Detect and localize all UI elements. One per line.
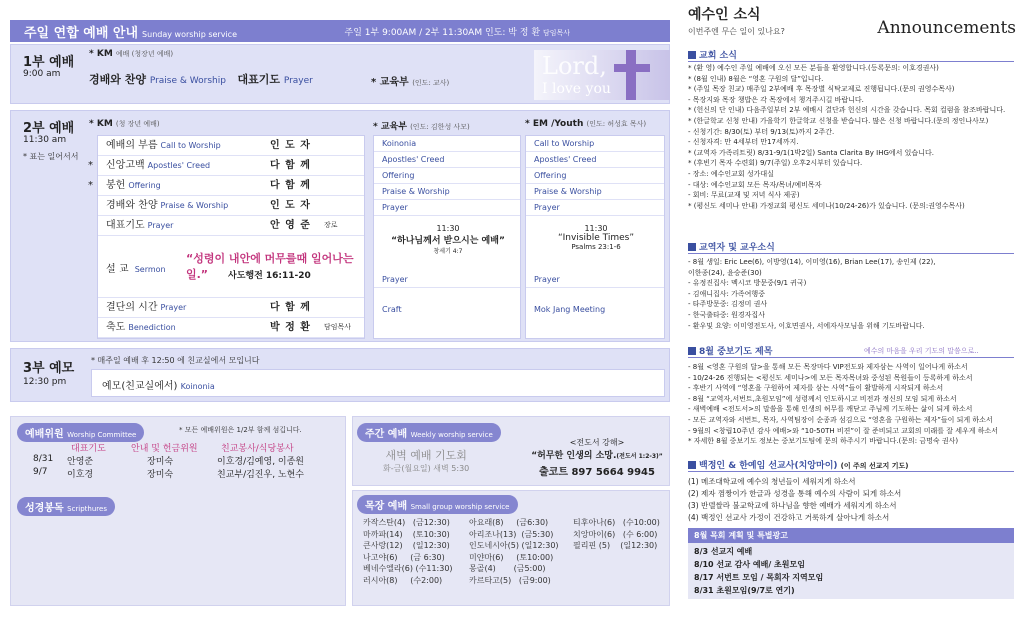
km-row-label-en: Apostles' Creed [147, 161, 211, 170]
weekly-title: 주간 예배 [365, 429, 408, 440]
service-1-time: 9:00 am [23, 69, 61, 79]
edu-order-row: Koinonia [374, 136, 520, 152]
km-row-person: 다 함 께 [270, 180, 311, 191]
announcement-line: * (주일 목장 친교) 매주일 2부예배 후 목장별 식탁교제로 진행됩니다.(문의 권영수목사) [688, 85, 955, 94]
announcement-line: - 새벽예배 <전도서>의 말씀을 통해 인생의 허무를 깨닫고 주님께 기도하는 삶이 되게 하소서 [688, 405, 973, 414]
s3-row-en: Koinonia [180, 382, 215, 391]
sermon-title: “성령이 내안에 머무를때 일어나는 일.” [186, 252, 354, 281]
announcement-line: * (교역자 가족리트릿) 8/31-9/1(1박2일) Santa Clarita By IHG에서 있습니다. [688, 148, 934, 157]
km-row-person-role: 담임목사 [324, 323, 352, 331]
km-row-label-en: Offering [128, 181, 161, 190]
service-2-title: 2부 예배 [23, 121, 75, 136]
members-news-head: 교역자 및 교우소식 [688, 240, 1014, 254]
km-order-row [88, 156, 364, 176]
announcement-line: (4) 백정인 선교사 가정이 건강하고 거룩하게 살아나게 하소서 [688, 513, 890, 522]
s1-praise: 경배와 찬양 [89, 73, 146, 86]
schedule-box [688, 528, 1014, 599]
gang-out: 출코트 897 5664 9945 [539, 467, 655, 478]
announcement-line: - 신청자격: 만 4세부터 만17세까지. [688, 138, 799, 147]
mokjang-box [352, 490, 670, 606]
worship-header [10, 20, 670, 42]
em-prayer: Prayer [526, 272, 664, 288]
km-order-row [98, 216, 364, 236]
mokjang-title-en: Small group worship service [410, 503, 510, 511]
church-news-head: 교회 소식 [688, 48, 1014, 62]
standing-mark: * [88, 160, 93, 171]
km-row-person: 안 영 준 [270, 220, 311, 231]
announcement-line: - 8월 <영혼 구원의 달>을 통해 모든 목장마다 VIP전도와 제자삼는 사역이 일어나게 하소서 [688, 363, 968, 371]
mokjang-col-1: 카작스탄(4) (금12:30) 마까파(14) (토10:30) 큰사랑(12) (일12:30) 나고야(6) (금 6:30) 베네수엘라(6) (수11:30) 러시아(8) (수2:00) [363, 518, 453, 585]
church-news-list [688, 63, 1014, 211]
s3-row: 예모(친교실에서) [102, 381, 178, 392]
edu-order [373, 135, 521, 339]
km-row-label: 결단의 시간 [106, 302, 158, 313]
km-row-label: 신앙고백 [106, 160, 145, 171]
announcement-line: - 모든 교역자와 서번트, 목자, 사역팀장이 순종과 섬김으로 “영혼을 구원하는 제자”들이 되게 하소서 [688, 415, 993, 424]
missionary-title: 백정인 & 한예임 선교사(치앙마이) [699, 461, 838, 471]
edu-time: 11:30 [436, 224, 460, 233]
s1-edu: * 교육부 [371, 77, 409, 88]
announcement-line: * (후빈기 목자 수련회) 9/7(주일) 오후2시부터 있습니다. [688, 159, 863, 168]
committee-r2-a: 이호경 [67, 470, 94, 480]
announcement-line: - 타주방문중: 김정미 권사 [688, 300, 768, 309]
edu-prayer: Prayer [374, 272, 520, 288]
em-order-row: Prayer [526, 200, 664, 216]
standing-mark: * [88, 180, 93, 191]
service-1-title: 1부 예배 [23, 55, 75, 70]
announcement-line: * (평신도 세미나 안내) 가정교회 평신도 세미나(10/24-26)가 있습니다. (문의:권영수목사) [688, 201, 965, 210]
announcement-line: * (8월 인내) 8월은 “영혼 구원의 달”입니다. [688, 74, 824, 83]
service-2-box [10, 110, 670, 342]
s2-edu-sub: (인도: 김한성 사모) [410, 123, 470, 131]
lord-text: Lord, [542, 52, 607, 80]
km-order-row [98, 196, 364, 216]
km-row-label: 예배의 부름 [106, 140, 158, 151]
schedule-head: 8월 목회 계획 및 특별광고 [688, 528, 1014, 543]
weekly-box [352, 416, 670, 486]
schedule-item: 8/17 서번트 모임 / 목회자 지역모임 [694, 573, 824, 582]
em-mokjang: Mok Jang Meeting [534, 305, 606, 314]
cross-icon-vertical [626, 50, 636, 100]
edu-order-row: Apostles' Creed [374, 152, 520, 168]
committee-h1: 대표기도 [71, 444, 106, 454]
committee-box [10, 416, 346, 606]
announcement-line: * 자세한 8월 중보기도 정보는 중보기도팀에 문의 하주시기 바랍니다.(문의: 금명숙 권사) [688, 437, 959, 446]
scripture-title-en: Scripthures [67, 505, 107, 513]
edu-order-row: Praise & Worship [374, 184, 520, 200]
s2-km: * KM [89, 119, 113, 129]
announcement-line: - 회비: 무료(교재 및 저녁 식사 제공) [688, 191, 800, 200]
committee-r2-c: 친교부/김진우, 노현수 [217, 470, 305, 480]
pastor-suffix: 담임목사 [542, 29, 570, 37]
km-row-label-en: Prayer [160, 303, 187, 312]
worship-header-title: 주일 연합 예배 안내 [24, 26, 139, 41]
edu-ref: 창세기 4:7 [433, 248, 463, 255]
committee-r1-date: 8/31 [33, 454, 54, 464]
members-news-list [688, 257, 1014, 331]
news-title: 예수인 소식 [688, 7, 761, 23]
announcement-line: - 한국출타중: 원경자집사 [688, 310, 765, 319]
s1-prayer: 대표기도 [237, 73, 280, 86]
worship-guide [10, 14, 670, 610]
km-row-person: 다 함 께 [270, 160, 311, 171]
s1-km-sub: 예배 (청장년 예배) [115, 50, 174, 58]
em-time: 11:30 [584, 224, 608, 233]
announcement-line: - 목장지와 목장 챙밥은 각 목장에서 챙겨주시길 바랍니다. [688, 95, 864, 104]
s2-edu: * 교육부 [373, 122, 407, 132]
km-order-row [98, 298, 364, 318]
km-row-label-en: Call to Worship [160, 141, 221, 150]
em-order [525, 135, 665, 339]
em-order-row: Call to Worship [526, 136, 664, 152]
announcement-line: - 10/24-26 진행되는 <평신도 세미나>에 모든 목자목녀와 중성된 목원들이 등록하게 하소서 [688, 373, 973, 382]
em-ref: Psalms 23:1-6 [571, 243, 621, 251]
s3-note: * 매주일 예배 후 12:50 에 친교실에서 모입니다 [91, 356, 260, 365]
committee-r1-a: 안영준 [67, 457, 94, 467]
km-row-label: 대표기도 [106, 220, 145, 231]
schedule-item: 8/31 초원모임(9/7로 연기) [694, 586, 795, 595]
s2-km-sub: (청 장년 예배) [115, 120, 160, 128]
km-row-person-role: 장로 [324, 221, 338, 229]
edu-title: “하나님께서 받으시는 예배” [391, 236, 505, 246]
announcement-line: - 신청기간: 8/30(토) 부터 9/13(토)까지 2주간. [688, 127, 835, 136]
s1-km: * KM [89, 49, 113, 59]
prayer-head: 8월 중보기도 제목 [688, 344, 1014, 358]
km-order-row [88, 176, 364, 196]
scripture-title: 성경봉독 [25, 503, 64, 514]
committee-note: * 모든 예배위원은 1/2부 함께 섬깁니다. [179, 426, 302, 434]
committee-r2-b: 장미숙 [147, 470, 174, 480]
s2-em: * EM /Youth [525, 119, 584, 129]
mokjang-col-2: 아요래(8) (금6:30) 아리조나(13) (금5:30) 인도네시아(5) (일12:30) 미얀마(6) (토10:00) 몽골(4) (금5:00) 카르타고(5) (금9:00) [469, 518, 559, 585]
committee-title: 예배위원 [25, 429, 64, 440]
service-3-title: 3부 예모 [23, 361, 75, 376]
announcement-line: - 장소: 예수인교회 성가대실 [688, 169, 774, 178]
prayer-side: 예수의 마음을 우리 기도의 말씀으로.. [864, 347, 979, 355]
em-order-row: Praise & Worship [526, 184, 664, 200]
km-row-person: 인 도 자 [270, 140, 311, 151]
announcement-line: - 9월의 <창립10주년 감사 예배>와 “10-50TH 비젼”이 잘 준비되고 교회의 미래를 잘 세우게 하소서 [688, 426, 999, 435]
announcement-line: * (한글학교 신청 안내) 가을학기 한글학교 신청을 받습니다. 많은 신청 바랍니다.(문의 정인나사모) [688, 116, 989, 125]
service-3-box [10, 348, 670, 402]
stand-note: * 표는 일어서서 [23, 152, 79, 161]
edu-order-row: Prayer [374, 200, 520, 216]
lord-banner [534, 50, 670, 100]
announcements-title: Announcements [877, 18, 1016, 38]
sermon-label: 설 교 [106, 264, 129, 275]
worship-header-sub: Sunday worship service [142, 30, 237, 39]
news-sub: 이번주엔 무슨 일이 있나요? [688, 27, 785, 36]
em-order-row: Apostles' Creed [526, 152, 664, 168]
gang-title: “허무한 인생의 소망. [531, 451, 617, 461]
gang-ref: (전도서 1:2-3)” [616, 453, 663, 460]
worship-times: 주일 1부 9:00AM / 2부 11:30AM 인도: 박 정 환 [344, 28, 541, 38]
s1-praise-en: Praise & Worship [149, 76, 226, 86]
announcement-line: - 대상: 예수인교회 모든 목자/목녀/예비목자 [688, 180, 822, 189]
weekly-title-en: Weekly worship service [410, 431, 493, 439]
announcement-line: - 8월 “교역자,서번트,초원모임”에 성령께서 인도하시고 비전과 정신의 모임 되게 하소서 [688, 394, 957, 403]
announcement-line: - 후반기 사역에 “영혼을 구원하여 제자를 삼는 사역”들이 활발하게 시작되게 하소서 [688, 384, 944, 393]
km-row-label-en: Benediction [128, 323, 176, 332]
km-order [88, 135, 365, 339]
missionary-head [688, 458, 1014, 472]
km-order-row [98, 318, 364, 338]
mokjang-col-3: 티후아나(6) (수10:00) 치앙마이(6) (수 6:00) 필리핀 (5) (일12:30) [573, 518, 660, 550]
service-2-time: 11:30 am [23, 135, 67, 145]
announcement-line: (3) 반델쌀라 불교학교에 하나님을 향한 예배가 세워지게 하소서 [688, 501, 897, 510]
km-row-label-en: Prayer [147, 221, 174, 230]
km-row-label: 봉헌 [106, 180, 126, 191]
s2-em-sub: (인도: 허성효 목사) [586, 120, 647, 128]
announcement-line: - 김애니집사: 가족여행중 [688, 289, 765, 298]
km-row-label-en: Praise & Worship [160, 201, 229, 210]
dawn-time: 화-금(월요일) 새벽 5:30 [383, 464, 470, 473]
dawn-service: 새벽 예배 기도회 [385, 449, 467, 462]
gang-label: <전도서 강해> [569, 438, 625, 447]
edu-craft: Craft [382, 305, 402, 314]
prayer-list [688, 362, 1014, 447]
km-row-person: 박 정 환 [270, 322, 311, 333]
announcement-line: * (헌신의 단 인내) 다음주일부터 2부 예배시 결단과 헌신의 시간을 갖습니다. 목회 컬럼을 참조바랍니다. [688, 106, 1006, 115]
km-order-row [98, 136, 364, 156]
mokjang-title: 목장 예배 [365, 501, 408, 512]
km-row-label: 경배와 찬양 [106, 200, 158, 211]
committee-h2: 안내 및 헌금위원 [131, 444, 198, 454]
committee-r1-b: 장미숙 [147, 457, 174, 467]
sermon-label-en: Sermon [134, 265, 166, 274]
missionary-list [688, 476, 1014, 524]
km-row-label: 축도 [106, 322, 126, 333]
announcement-line: - 환우및 요양: 이미영전도사, 이호면권사, 서에자사모님을 위해 기도바랍니다. [688, 321, 925, 330]
schedule-item: 8/10 선교 감사 예배/ 초원모임 [694, 560, 805, 569]
announcement-line: 이한종(24), 윤승준(30) [688, 268, 762, 277]
committee-title-en: Worship Committee [67, 431, 137, 439]
announcement-line: - 유정진집사: 멕시코 방문중(9/1 귀국) [688, 279, 807, 288]
missionary-sub: (이 주의 선교지 기도) [840, 462, 909, 470]
km-row-person: 다 함 께 [270, 302, 311, 313]
km-row-person: 인 도 자 [270, 200, 311, 211]
em-title: “Invisible Times” [557, 233, 635, 243]
announcement-line: * (환 영) 예수인 주일 예배에 오신 모든 분들을 환영합니다.(등록문의: 이호경권사) [688, 64, 939, 72]
committee-h3: 친교봉사/식당봉사 [221, 444, 294, 454]
schedule-item: 8/3 선교지 예배 [694, 547, 753, 556]
edu-order-row: Offering [374, 168, 520, 184]
service-3-time: 12:30 pm [23, 377, 67, 387]
announcement-line: (1) 메조대학교에 예수의 청년들이 세워지게 하소서 [688, 477, 856, 486]
sermon-ref: 사도행전 16:11-20 [228, 271, 311, 281]
s1-edu-sub: (인도: 교사) [412, 79, 450, 87]
announcements-panel [684, 0, 1016, 622]
s1-prayer-en: Prayer [283, 76, 313, 86]
em-order-row: Offering [526, 168, 664, 184]
committee-r2-date: 9/7 [33, 467, 48, 477]
committee-r1-c: 이호경/김예영, 이종원 [217, 457, 305, 467]
love-text: I love you [542, 81, 611, 97]
announcement-line: (2) 제자 껌짱이가 한글과 성경을 통해 예수의 사람이 되게 하소서 [688, 489, 902, 498]
announcement-line: - 8월 생일: Eric Lee(6), 이방영(14), 이미영(16), Brian Lee(17), 송인제 (22), [688, 258, 936, 266]
